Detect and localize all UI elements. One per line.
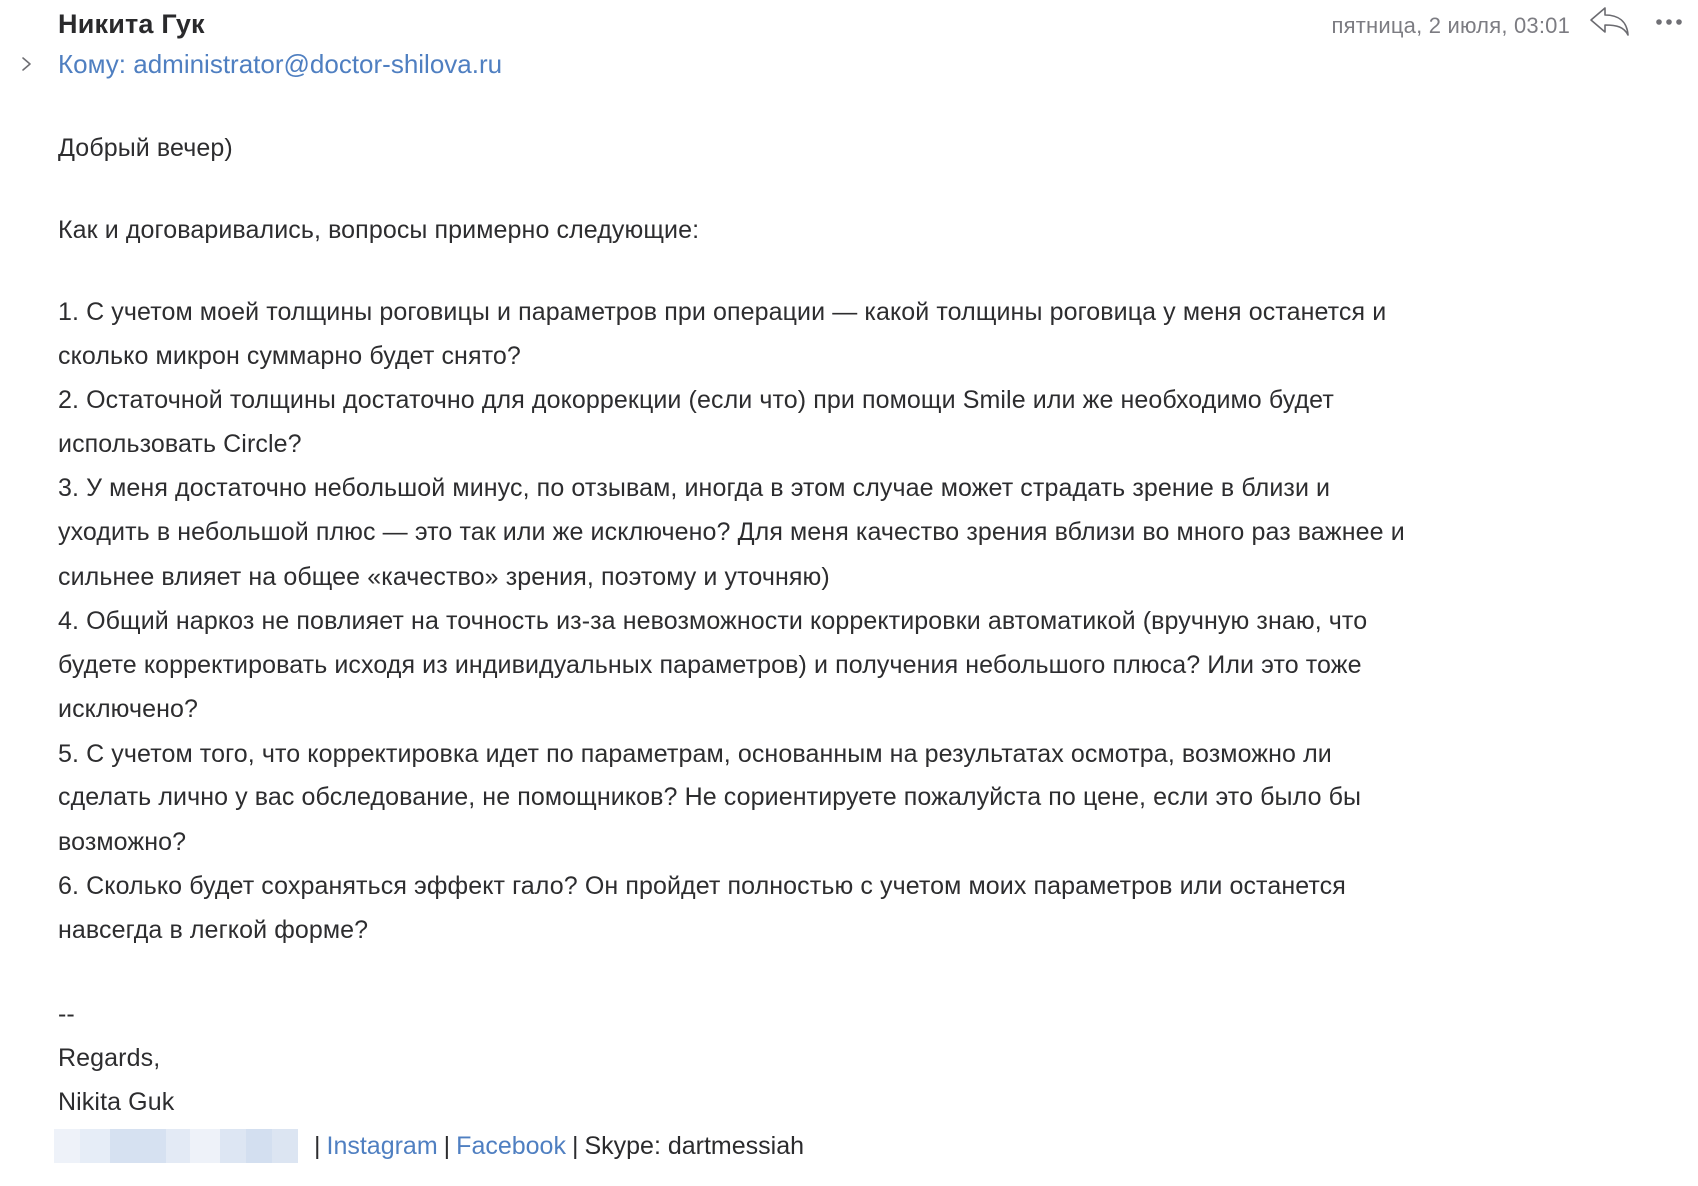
question-line: возможно? bbox=[58, 828, 187, 856]
intro-text: Как и договаривались, вопросы примерно следующие: bbox=[58, 216, 700, 244]
recipient-email[interactable]: administrator@doctor-shilova.ru bbox=[133, 49, 503, 79]
question-line: 4. Общий наркоз не повлияет на точность из-за невозможности корректировки автоматикой (вручную знаю, что bbox=[58, 607, 1368, 635]
signature-name: Nikita Guk bbox=[58, 1088, 175, 1116]
question-line: 5. С учетом того, что корректировка идет по параметрам, основанным на результатах осмотра, возможно ли bbox=[58, 740, 1332, 768]
question-line: навсегда в легкой форме? bbox=[58, 916, 369, 944]
question-line: сильнее влияет на общее «качество» зрения, поэтому и уточняю) bbox=[58, 563, 830, 591]
signature-separator: -- bbox=[58, 1000, 75, 1028]
question-line: сколько микрон суммарно будет снято? bbox=[58, 342, 521, 370]
redacted-block bbox=[54, 1129, 298, 1163]
sender-name: Никита Гук bbox=[58, 9, 205, 39]
greeting: Добрый вечер) bbox=[58, 134, 233, 162]
divider: | bbox=[571, 1132, 579, 1160]
instagram-link[interactable]: Instagram bbox=[326, 1132, 438, 1160]
question-line: исключено? bbox=[58, 695, 199, 723]
recipient-line[interactable] bbox=[58, 44, 502, 84]
question-line: сделать лично у вас обследование, не помощников? Не сориентируете пожалуйста по цене, если это было бы bbox=[58, 783, 1362, 811]
divider: | bbox=[443, 1132, 451, 1160]
question-line: уходить в небольшой плюс — это так или же исключено? Для меня качество зрения вблизи во много раз важнее и bbox=[58, 518, 1405, 546]
question-line: будете корректировать исходя из индивидуальных параметров) и получения небольшого плюса? Или это тоже bbox=[58, 651, 1362, 679]
question-line: 3. У меня достаточно небольшой минус, по отзывам, иногда в этом случае может страдать зрение в близи и bbox=[58, 474, 1331, 502]
question-line: 1. С учетом моей толщины роговицы и параметров при операции — какой толщины роговица у меня останется и bbox=[58, 298, 1387, 326]
signature-closing: Regards, bbox=[58, 1044, 161, 1072]
signature-contacts bbox=[58, 1124, 804, 1168]
reply-icon[interactable] bbox=[1588, 5, 1632, 39]
more-dots-icon[interactable] bbox=[1652, 10, 1686, 34]
facebook-link[interactable]: Facebook bbox=[456, 1132, 566, 1160]
question-line: 6. Сколько будет сохраняться эффект гало? Он пройдет полностью с учетом моих параметров или останется bbox=[58, 872, 1346, 900]
divider: | bbox=[314, 1132, 321, 1160]
question-line: 2. Остаточной толщины достаточно для докоррекции (если что) при помощи Smile или же необходимо будет bbox=[58, 386, 1334, 414]
question-line: использовать Circle? bbox=[58, 430, 302, 458]
chevron-right-icon[interactable] bbox=[19, 49, 35, 79]
recipient-label: Кому: bbox=[58, 49, 126, 79]
message-date: пятница, 2 июля, 03:01 bbox=[1331, 13, 1570, 38]
skype-handle: Skype: dartmessiah bbox=[584, 1132, 805, 1160]
